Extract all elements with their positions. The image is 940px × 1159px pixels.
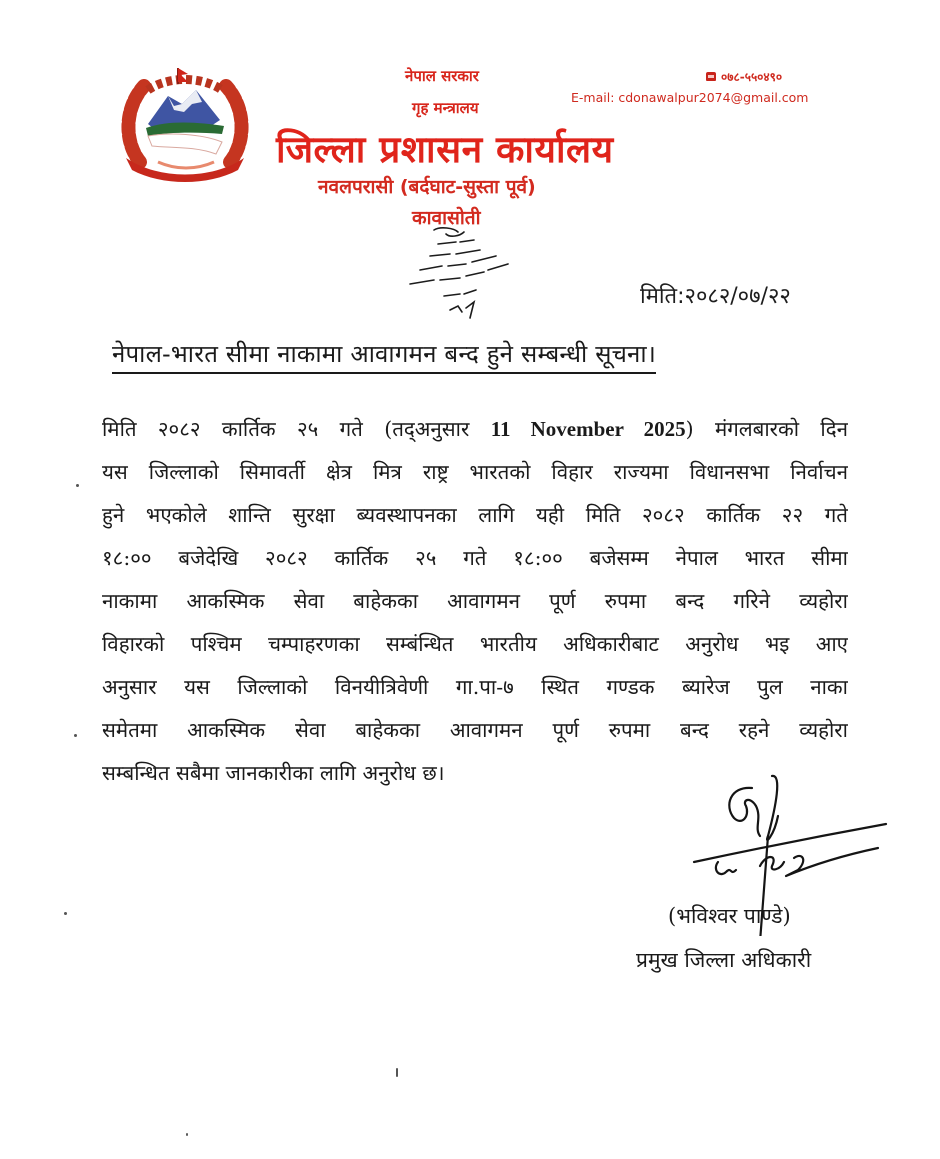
- ministry-name: गृह मन्त्रालय: [412, 99, 479, 117]
- scan-speck: [64, 912, 67, 915]
- body-line: सम्बन्धित सबैमा जानकारीका लागि अनुरोध छ।: [102, 761, 445, 785]
- body-line: [102, 408, 848, 451]
- email-contact: E-mail: cdonawalpur2074@gmail.com: [571, 90, 809, 105]
- letter-date: मिति:२०८२/०७/२२: [640, 284, 791, 309]
- scan-speck: [74, 734, 77, 737]
- notice-body: [102, 408, 848, 795]
- body-line: समेतमा आकस्मिक सेवा बाहेकका आवागमन पूर्ण रुपमा बन्द रहने व्यहोरा: [102, 718, 848, 742]
- body-line: अनुसार यस जिल्लाको विनयीत्रिवेणी गा.पा-७ स्थित गण्डक ब्यारेज पुल नाका: [102, 675, 848, 699]
- body-line-text: मिति २०८२ कार्तिक २५ गते (तद्अनुसार: [102, 417, 491, 441]
- phone-icon: [706, 72, 716, 81]
- office-stamp: [400, 222, 530, 328]
- body-line: नाकामा आकस्मिक सेवा बाहेकका आवागमन पूर्ण रुपमा बन्द गरिने व्यहोरा: [102, 589, 848, 613]
- body-line: यस जिल्लाको सिमावर्ती क्षेत्र मित्र राष्ट्र भारतको विहार राज्यमा विधानसभा निर्वाचन: [102, 460, 848, 484]
- signer-title: प्रमुख जिल्ला अधिकारी: [636, 948, 812, 972]
- signer-name: (भविश्वर पाण्डे): [668, 904, 791, 928]
- office-title: जिल्ला प्रशासन कार्यालय: [276, 128, 614, 171]
- body-line: १८:०० बजेदेखि २०८२ कार्तिक २५ गते १८:०० बजेसम्म नेपाल भारत सीमा: [102, 546, 848, 570]
- nepal-emblem-logo: [118, 62, 252, 184]
- government-name: नेपाल सरकार: [405, 67, 479, 85]
- city-name: कावासोती: [412, 207, 481, 229]
- phone-contact: [706, 68, 782, 85]
- district-name: नवलपरासी (बर्दघाट-सुस्ता पूर्व): [318, 176, 536, 198]
- phone-number: ०७८-५५०४९०: [721, 70, 783, 84]
- body-line-text: ) मंगलबारको दिन: [685, 417, 848, 441]
- scan-speck: [186, 1133, 188, 1136]
- notice-subject: नेपाल-भारत सीमा नाकामा आवागमन बन्द हुने सम्बन्धी सूचना।: [112, 337, 656, 374]
- scan-speck: [396, 1068, 398, 1077]
- scan-speck: [76, 484, 79, 487]
- body-line: हुने भएकोले शान्ति सुरक्षा ब्यवस्थापनका लागि यही मिति २०८२ कार्तिक २२ गते: [102, 503, 848, 527]
- english-date: 11 November 2025: [490, 417, 686, 441]
- body-line: विहारको पश्चिम चम्पाहरणका सम्बंन्धित भारतीय अधिकारीबाट अनुरोध भइ आए: [102, 632, 848, 656]
